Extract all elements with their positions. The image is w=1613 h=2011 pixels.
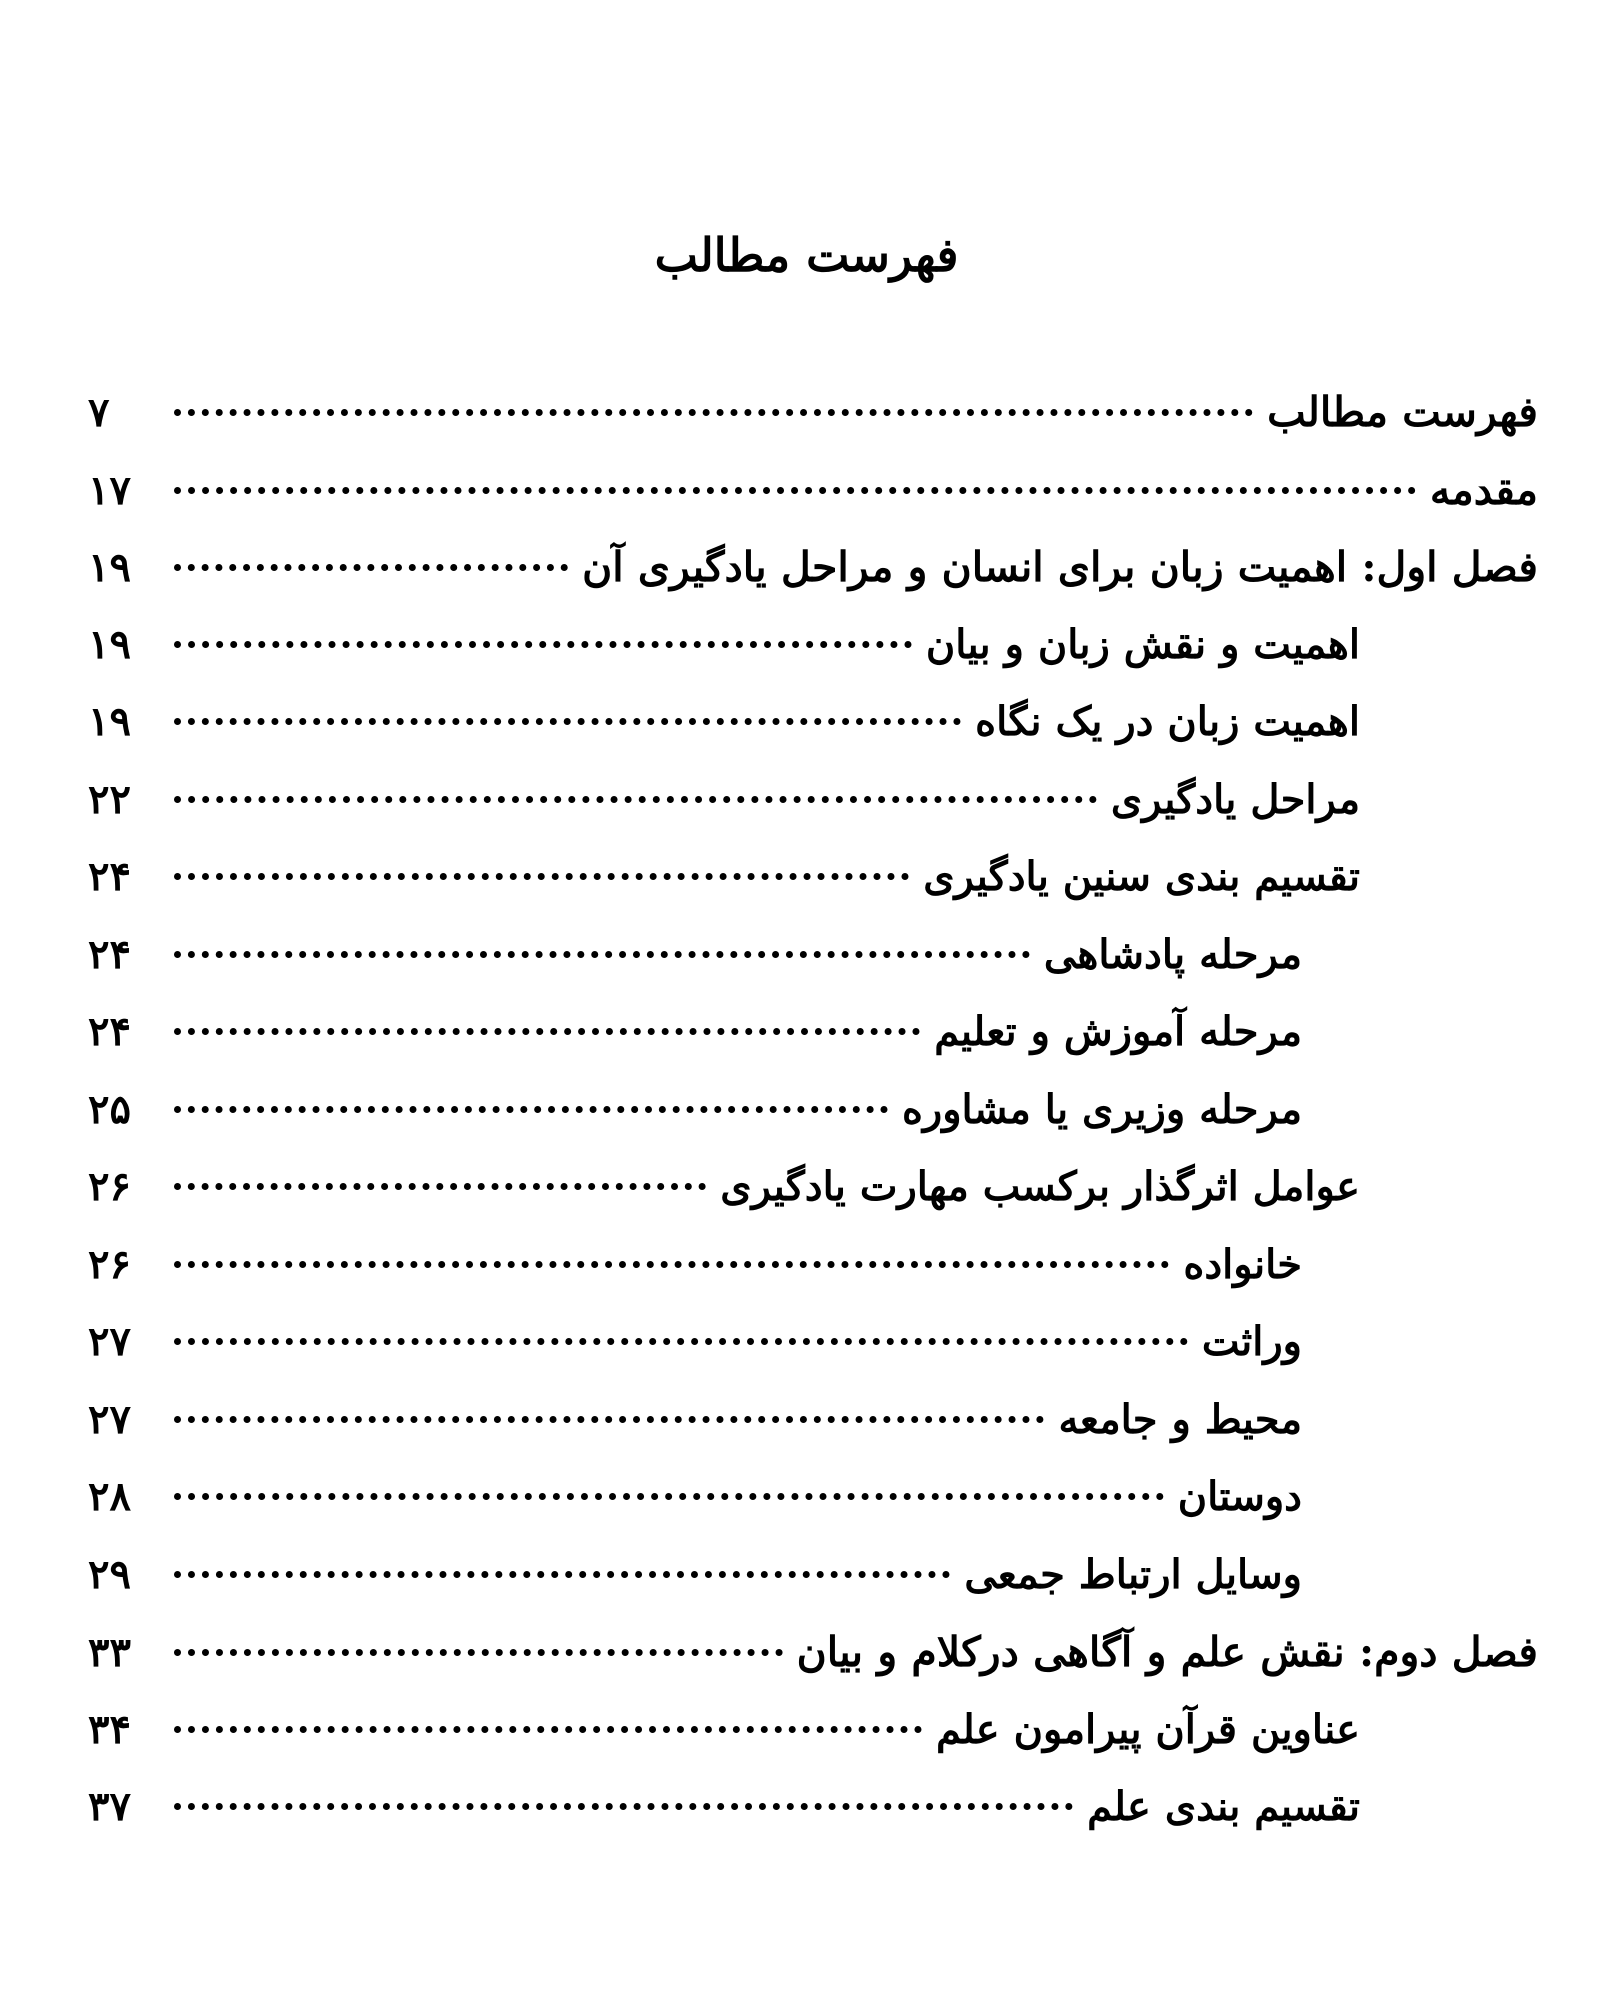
toc-entry — [88, 1622, 1538, 1700]
dot-leader — [174, 1803, 1073, 1810]
toc-entry-title: فصل دوم: نقش علم و آگاهی درکلام و بیان — [796, 1628, 1538, 1676]
toc-entry-page-number: ۳۳ — [88, 1629, 131, 1676]
toc-entry-title: مراحل یادگیری — [1110, 775, 1360, 823]
toc-entry — [88, 1002, 1538, 1080]
toc-entry-page-number: ۳۷ — [88, 1783, 131, 1830]
toc-entry-title: فصل اول: اهمیت زبان برای انسان و مراحل یادگیری آن — [582, 543, 1538, 591]
dot-leader — [174, 564, 568, 571]
toc-entry — [88, 1467, 1538, 1545]
toc-entry-page-number: ۲۷ — [88, 1395, 131, 1443]
toc-entry-page-number: ۲۷ — [88, 1318, 131, 1365]
toc-entry — [88, 692, 1538, 770]
toc-entry-page-number: ۲۴ — [88, 1008, 131, 1055]
toc-entry-title: اهمیت زبان در یک نگاه — [975, 698, 1360, 745]
dot-leader — [174, 1183, 706, 1190]
toc-entry-title: عناوین قرآن پیرامون علم — [935, 1705, 1360, 1753]
dot-leader — [174, 409, 1253, 416]
toc-entry-page-number: ۱۷ — [88, 466, 131, 514]
toc-entry-page-number: ۲۵ — [88, 1085, 131, 1133]
dot-leader — [174, 1028, 920, 1035]
dot-leader — [174, 1416, 1044, 1423]
dot-leader — [174, 641, 912, 648]
toc-entry — [88, 1235, 1538, 1313]
dot-leader — [174, 873, 909, 880]
toc-entry-page-number: ۳۴ — [88, 1705, 131, 1753]
table-of-contents — [88, 382, 1538, 1855]
dot-leader — [174, 487, 1416, 494]
toc-entry-title: وسایل ارتباط جمعی — [964, 1550, 1302, 1598]
toc-entry — [88, 925, 1538, 1003]
toc-entry — [88, 1312, 1538, 1390]
dot-leader — [174, 1493, 1164, 1500]
toc-entry — [88, 1390, 1538, 1468]
toc-entry-page-number: ۲۶ — [88, 1240, 131, 1288]
dot-leader — [174, 951, 1030, 958]
toc-entry-page-number: ۷ — [88, 389, 110, 436]
dot-leader — [174, 1261, 1169, 1268]
toc-entry-title: عوامل اثرگذار برکسب مهارت یادگیری — [720, 1163, 1360, 1210]
toc-entry-title: مقدمه — [1429, 465, 1538, 514]
dot-leader — [174, 796, 1097, 803]
toc-entry — [88, 1700, 1538, 1778]
toc-entry-title: تقسیم بندی علم — [1087, 1783, 1360, 1830]
dot-leader — [174, 1571, 950, 1578]
toc-entry-title: فهرست مطالب — [1267, 388, 1538, 436]
page-title: فهرست مطالب — [654, 228, 959, 282]
toc-entry — [88, 382, 1538, 460]
toc-entry-page-number: ۱۹ — [88, 620, 131, 668]
toc-entry — [88, 1157, 1538, 1235]
toc-entry-title: دوستان — [1177, 1473, 1302, 1520]
toc-entry-title: تقسیم بندی سنین یادگیری — [923, 853, 1360, 900]
toc-entry — [88, 847, 1538, 925]
toc-entry-page-number: ۱۹ — [88, 698, 131, 745]
toc-entry-title: خانواده — [1183, 1240, 1302, 1288]
toc-entry-page-number: ۱۹ — [88, 544, 131, 591]
toc-entry — [88, 1545, 1538, 1623]
dot-leader — [174, 1106, 888, 1113]
toc-entry-title: مرحله پادشاهی — [1043, 930, 1302, 978]
toc-entry — [88, 615, 1538, 693]
dot-leader — [174, 1338, 1188, 1345]
toc-entry-page-number: ۲۲ — [88, 775, 131, 823]
toc-entry-title: مرحله آموزش و تعلیم — [934, 1008, 1302, 1055]
toc-entry — [88, 770, 1538, 848]
toc-entry-title: اهمیت و نقش زبان و بیان — [925, 620, 1360, 668]
dot-leader — [174, 1649, 783, 1656]
dot-leader — [174, 718, 961, 725]
toc-entry-page-number: ۲۶ — [88, 1163, 131, 1210]
toc-entry — [88, 1080, 1538, 1158]
toc-entry-page-number: ۲۸ — [88, 1473, 131, 1520]
toc-entry-title: محیط و جامعه — [1058, 1395, 1302, 1443]
toc-entry — [88, 537, 1538, 615]
dot-leader — [174, 1726, 922, 1733]
toc-entry-title: مرحله وزیری یا مشاوره — [901, 1085, 1302, 1133]
toc-entry-title: وراثت — [1201, 1318, 1302, 1365]
toc-entry — [88, 1777, 1538, 1855]
toc-entry-page-number: ۲۴ — [88, 853, 131, 900]
toc-entry-page-number: ۲۴ — [88, 930, 131, 978]
toc-entry — [88, 460, 1538, 538]
toc-entry-page-number: ۲۹ — [88, 1550, 131, 1598]
